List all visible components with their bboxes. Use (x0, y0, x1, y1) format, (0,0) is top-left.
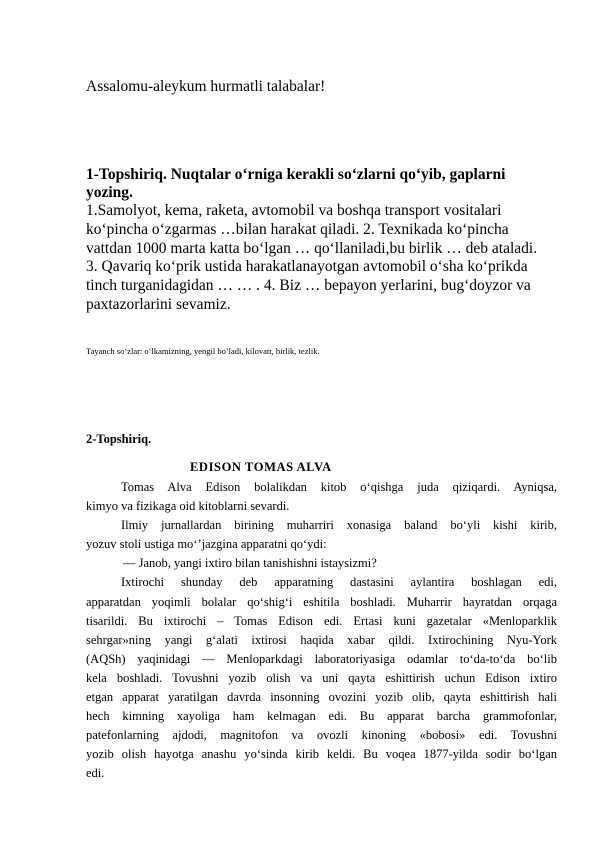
story-line: Tomas Alva Edison bolalikdan kitob o‘qishga juda qiziqardi. Ayniqsa, (121, 480, 557, 494)
story-line: tisarildi. Bu ixtirochi – Tomas Edison edi. Ertasi kuni gazetalar «Menloparklik (86, 613, 557, 628)
story-title: EDISON TOMAS ALVA (190, 460, 332, 474)
story-line: Ixtirochi shunday deb apparatning dastasini aylantira boshlagan edi, (121, 575, 557, 590)
story-line: edi. (86, 766, 105, 781)
story-line: hech kimning xayoliga ham kelmagan edi. Bu apparat barcha grammofonlar, (86, 709, 557, 724)
task1-line: vattdan 1000 marta katta bo‘lgan … qo‘llaniladi,bu birlik … deb ataladi. (86, 239, 538, 257)
story-line: yozuv stoli ustiga mo‘’jazgina apparatni qo‘ydi: (86, 537, 327, 552)
greeting-text: Assalomu-aleykum hurmatli talabalar! (86, 78, 326, 95)
task1-heading (86, 166, 556, 202)
task1-heading-line: 1-Topshiriq. Nuqtalar o‘rniga kerakli so‘zlarni qo‘yib, gaplarni (86, 166, 506, 183)
story-line: yozib olish hayotga anashu yo‘sinda kirib keldi. Bu voqea 1877-yilda sodir bo‘lgan (86, 747, 557, 762)
task1-line: paxtazorlarini sevamiz. (86, 295, 231, 313)
story-line: Ilmiy jurnallardan birining muharriri xonasiga baland bo‘yli kishi kirib, (121, 518, 557, 533)
task1-body (86, 202, 566, 315)
story-line: etgan apparat yaratilgan davrda insonning ovozini yozib olib, qayta eshittirish hali (86, 690, 557, 705)
story-line: kela boshladi. Tovushni yozib olish va uni qayta eshittirish uchun Edison ixtiro (86, 670, 557, 685)
story-line: — Janob, yangi ixtiro bilan tanishishni istaysizmi? (123, 556, 377, 571)
task1-line: ko‘pincha o‘zgarmas …bilan harakat qiladi. 2. Texnikada ko‘pincha (86, 220, 509, 238)
story-line: (AQSh) yaqinidagi — Menloparkdagi laboratoriyasiga odamlar to‘da-to‘da bo‘lib (86, 651, 557, 666)
keywords-text: Tayanch so‘zlar: o‘lkamizning, yengil bo‘ladi, kilovatt, birlik, tezlik. (86, 346, 320, 356)
story-line: kimyo va fizikaga oid kitoblarni sevardi. (86, 499, 290, 514)
task1-heading-line: yozing. (86, 184, 133, 201)
task1-line: 1.Samolyot, kema, raketa, avtomobil va boshqa transport vositalari (86, 202, 502, 219)
task2-heading: 2-Topshiriq. (86, 432, 152, 446)
task1-line: tinch turganidagidan … … . 4. Biz … bepayon yerlarini, bug‘doyzor va (86, 277, 531, 295)
story-line: apparatdan yoqimli bolalar qo‘shig‘i eshitila boshladi. Muharrir hayratdan orqaga (86, 594, 557, 609)
story-text (86, 478, 557, 784)
story-line: sehrgar»ning yangi g‘alati ixtirosi haqida xabar qildi. Ixtirochining Nyu-York (86, 632, 557, 647)
task1-line: 3. Qavariq ko‘prik ustida harakatlanayotgan avtomobil o‘sha ko‘prikda (86, 258, 528, 276)
story-line: patefonlarning ajdodi, magnitofon va ovozli kinoning «bobosi» edi. Tovushni (86, 728, 557, 743)
